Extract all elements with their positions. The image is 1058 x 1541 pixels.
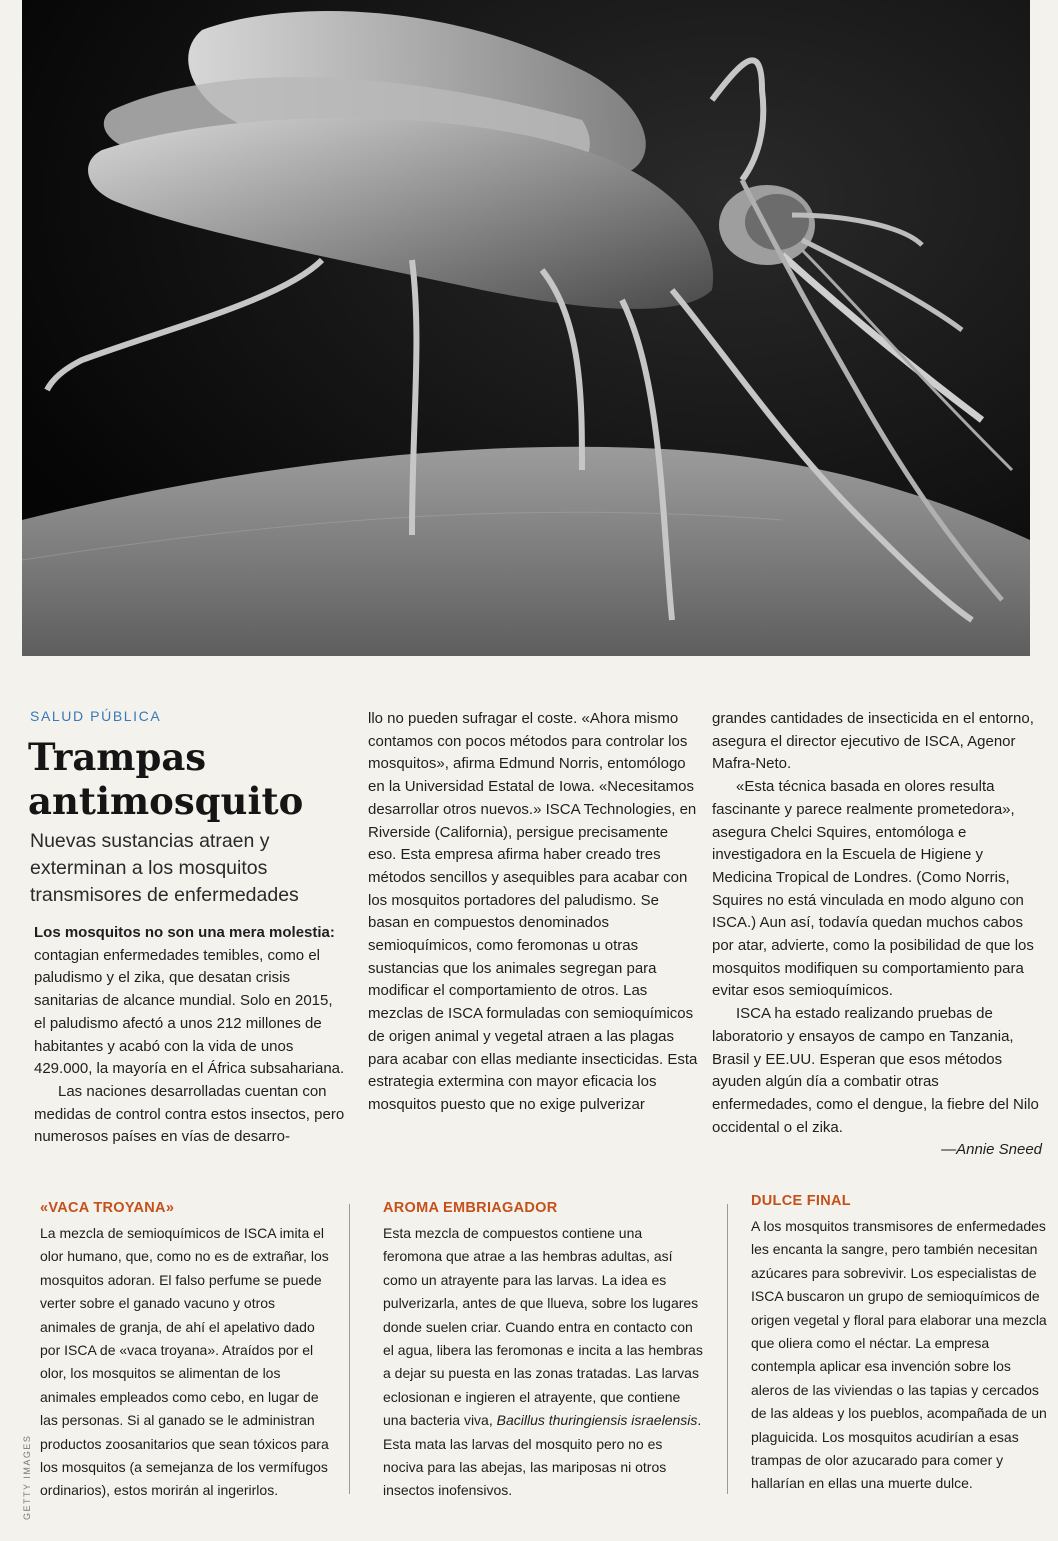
col1-paragraph-2: Las naciones desarrolladas cuentan con medidas de control contra estos insectos, pero numerosos países en vías de desarro-: [34, 1082, 345, 1146]
column-2: [368, 708, 698, 1117]
headline-line-2: antimosquito: [28, 779, 304, 823]
col3-paragraph-1: grandes cantidades de insecticida en el entorno, asegura el director ejecutivo de ISCA, Agenor Mafra-Neto.: [712, 710, 1034, 773]
divider: [727, 1204, 728, 1494]
section-kicker: SALUD PÚBLICA: [30, 708, 162, 724]
sidebar-text: La mezcla de semioquímicos de ISCA imita el olor humano, que, como no es de extrañar, los mosquitos adoran. El falso perfume se puede verter sobre el ganado vacuno y otros animales de granja, de ahí el apelativo dado por ISCA de «vaca troyana». Atraídos por el olor, los mosquitos se alimentan de los animales empleados como cebo, en lugar de las personas. Si al ganado se le administran productos zoosanitarios que sean tóxicos para los mosquitos (a semejanza de los vermífugos ordinarios), estos morirán al ingerirlos.: [40, 1225, 329, 1499]
sidebar-title: «VACA TROYANA»: [40, 1200, 175, 1216]
sidebar-text-part: Esta mezcla de compuestos contiene una feromona que atrae a las hembras adultas, así como un atrayente para las larvas. La idea es pulverizarla, antes de que llueva, sobre los lugares donde suelen criar. Cuando entra en contacto con el agua, libera las feromonas e incita a las hembras a dejar su puesta en las zonas tratadas. Las larvas eclosionan e ingieren el atrayente, que contiene una bacteria viva,: [383, 1225, 703, 1429]
lead-bold: Los mosquitos no son una mera molestia:: [34, 924, 335, 941]
deck: Nuevas sustancias atraen y exterminan a los mosquitos transmisores de enfermedades: [30, 830, 299, 906]
sidebar-aroma-embriagador: [383, 1200, 703, 1503]
col2-paragraph: llo no pueden sufragar el coste. «Ahora mismo contamos con pocos métodos para controlar los mosquitos», afirma Edmund Norris, entomólogo en la Universidad Estatal de Iowa. «Necesitamos desarrollar otros nuevos.» ISCA Technologies, en Riverside (California), persigue precisamente eso. Esta empresa afirma haber creado tres métodos sencillos y asequibles para acabar con los mosquitos portadores del paludismo. Se basan en compuestos denominados semioquímicos, como feromonas u otras sustancias que los animales segregan para modificar el comportamiento de otros. Las mezclas de ISCA formuladas con semioquímicos de origen animal y vegetal atraen a las plagas para acabar con ellas mediante insecticidas. Esta estrategia extermina con mayor eficacia los mosquitos puesto que no exige pulverizar: [368, 710, 698, 1113]
photo-credit: GETTY IMAGES: [22, 1434, 32, 1520]
col3-paragraph-2: «Esta técnica basada en olores resulta fascinante y parece realmente prometedora», asegura Chelci Squires, entomóloga e investigadora en la Escuela de Higiene y Medicina Tropical de Londres. (Como Norris, Squires no está vinculada en modo alguno con ISCA.) Aun así, todavía quedan muchos cabos por atar, advierte, como la posibilidad de que los mosquitos modifiquen su comportamiento para evitar esos semioquímicos.: [712, 778, 1034, 1000]
sidebar-title: AROMA EMBRIAGADOR: [383, 1200, 558, 1216]
sidebar-vaca-troyana: [40, 1200, 332, 1503]
sidebar-text: A los mosquitos transmisores de enfermedades les encanta la sangre, pero también necesitan azúcares para sobrevivir. Los especialistas de ISCA buscaron un grupo de semioquímicos de origen vegetal y floral para elaborar una mezcla que oliera como el néctar. La empresa contempla aplicar esa invención sobre los aleros de las viviendas o las tapias y cercados de las aldeas y los pueblos, acompañada de un plaguicida. Los mosquitos acudirían a esas trampas de olor azucarado para comer y hallarían en ellas una muerte dulce.: [751, 1218, 1047, 1492]
lead-rest: contagian enfermedades temibles, como el paludismo y el zika, que desatan crisis sanitarias de alcance mundial. Solo en 2015, el paludismo afectó a unos 212 millones de habitantes y acabó con la vida de unos 429.000, la mayoría en el África subsahariana.: [34, 946, 345, 1078]
species-name: Bacillus thuringiensis israelensis: [496, 1412, 698, 1429]
sidebar-dulce-final: [751, 1193, 1049, 1496]
headline: [28, 735, 348, 823]
mosquito-photo: [22, 0, 1030, 656]
column-3: [712, 708, 1042, 1162]
column-1: [34, 922, 348, 1149]
headline-line-1: Trampas: [28, 735, 207, 779]
byline: —Annie Sneed: [941, 1141, 1042, 1159]
divider: [349, 1204, 350, 1494]
sidebar-text-part: . Esta mata las larvas del mosquito pero no es nociva para las abejas, las mariposas ni otros insectos inofensivos.: [383, 1412, 702, 1499]
sidebar-text: [383, 1222, 703, 1503]
sidebar-title: DULCE FINAL: [751, 1193, 851, 1209]
col3-paragraph-3: ISCA ha estado realizando pruebas de laboratorio y ensayos de campo en Tanzania, Brasil y EE.UU. Esperan que esos métodos ayuden algún día a combatir otras enfermedades, como el dengue, la fiebre del Nilo occidental o el zika.: [712, 1005, 1039, 1136]
lead-paragraph: [34, 922, 348, 1081]
